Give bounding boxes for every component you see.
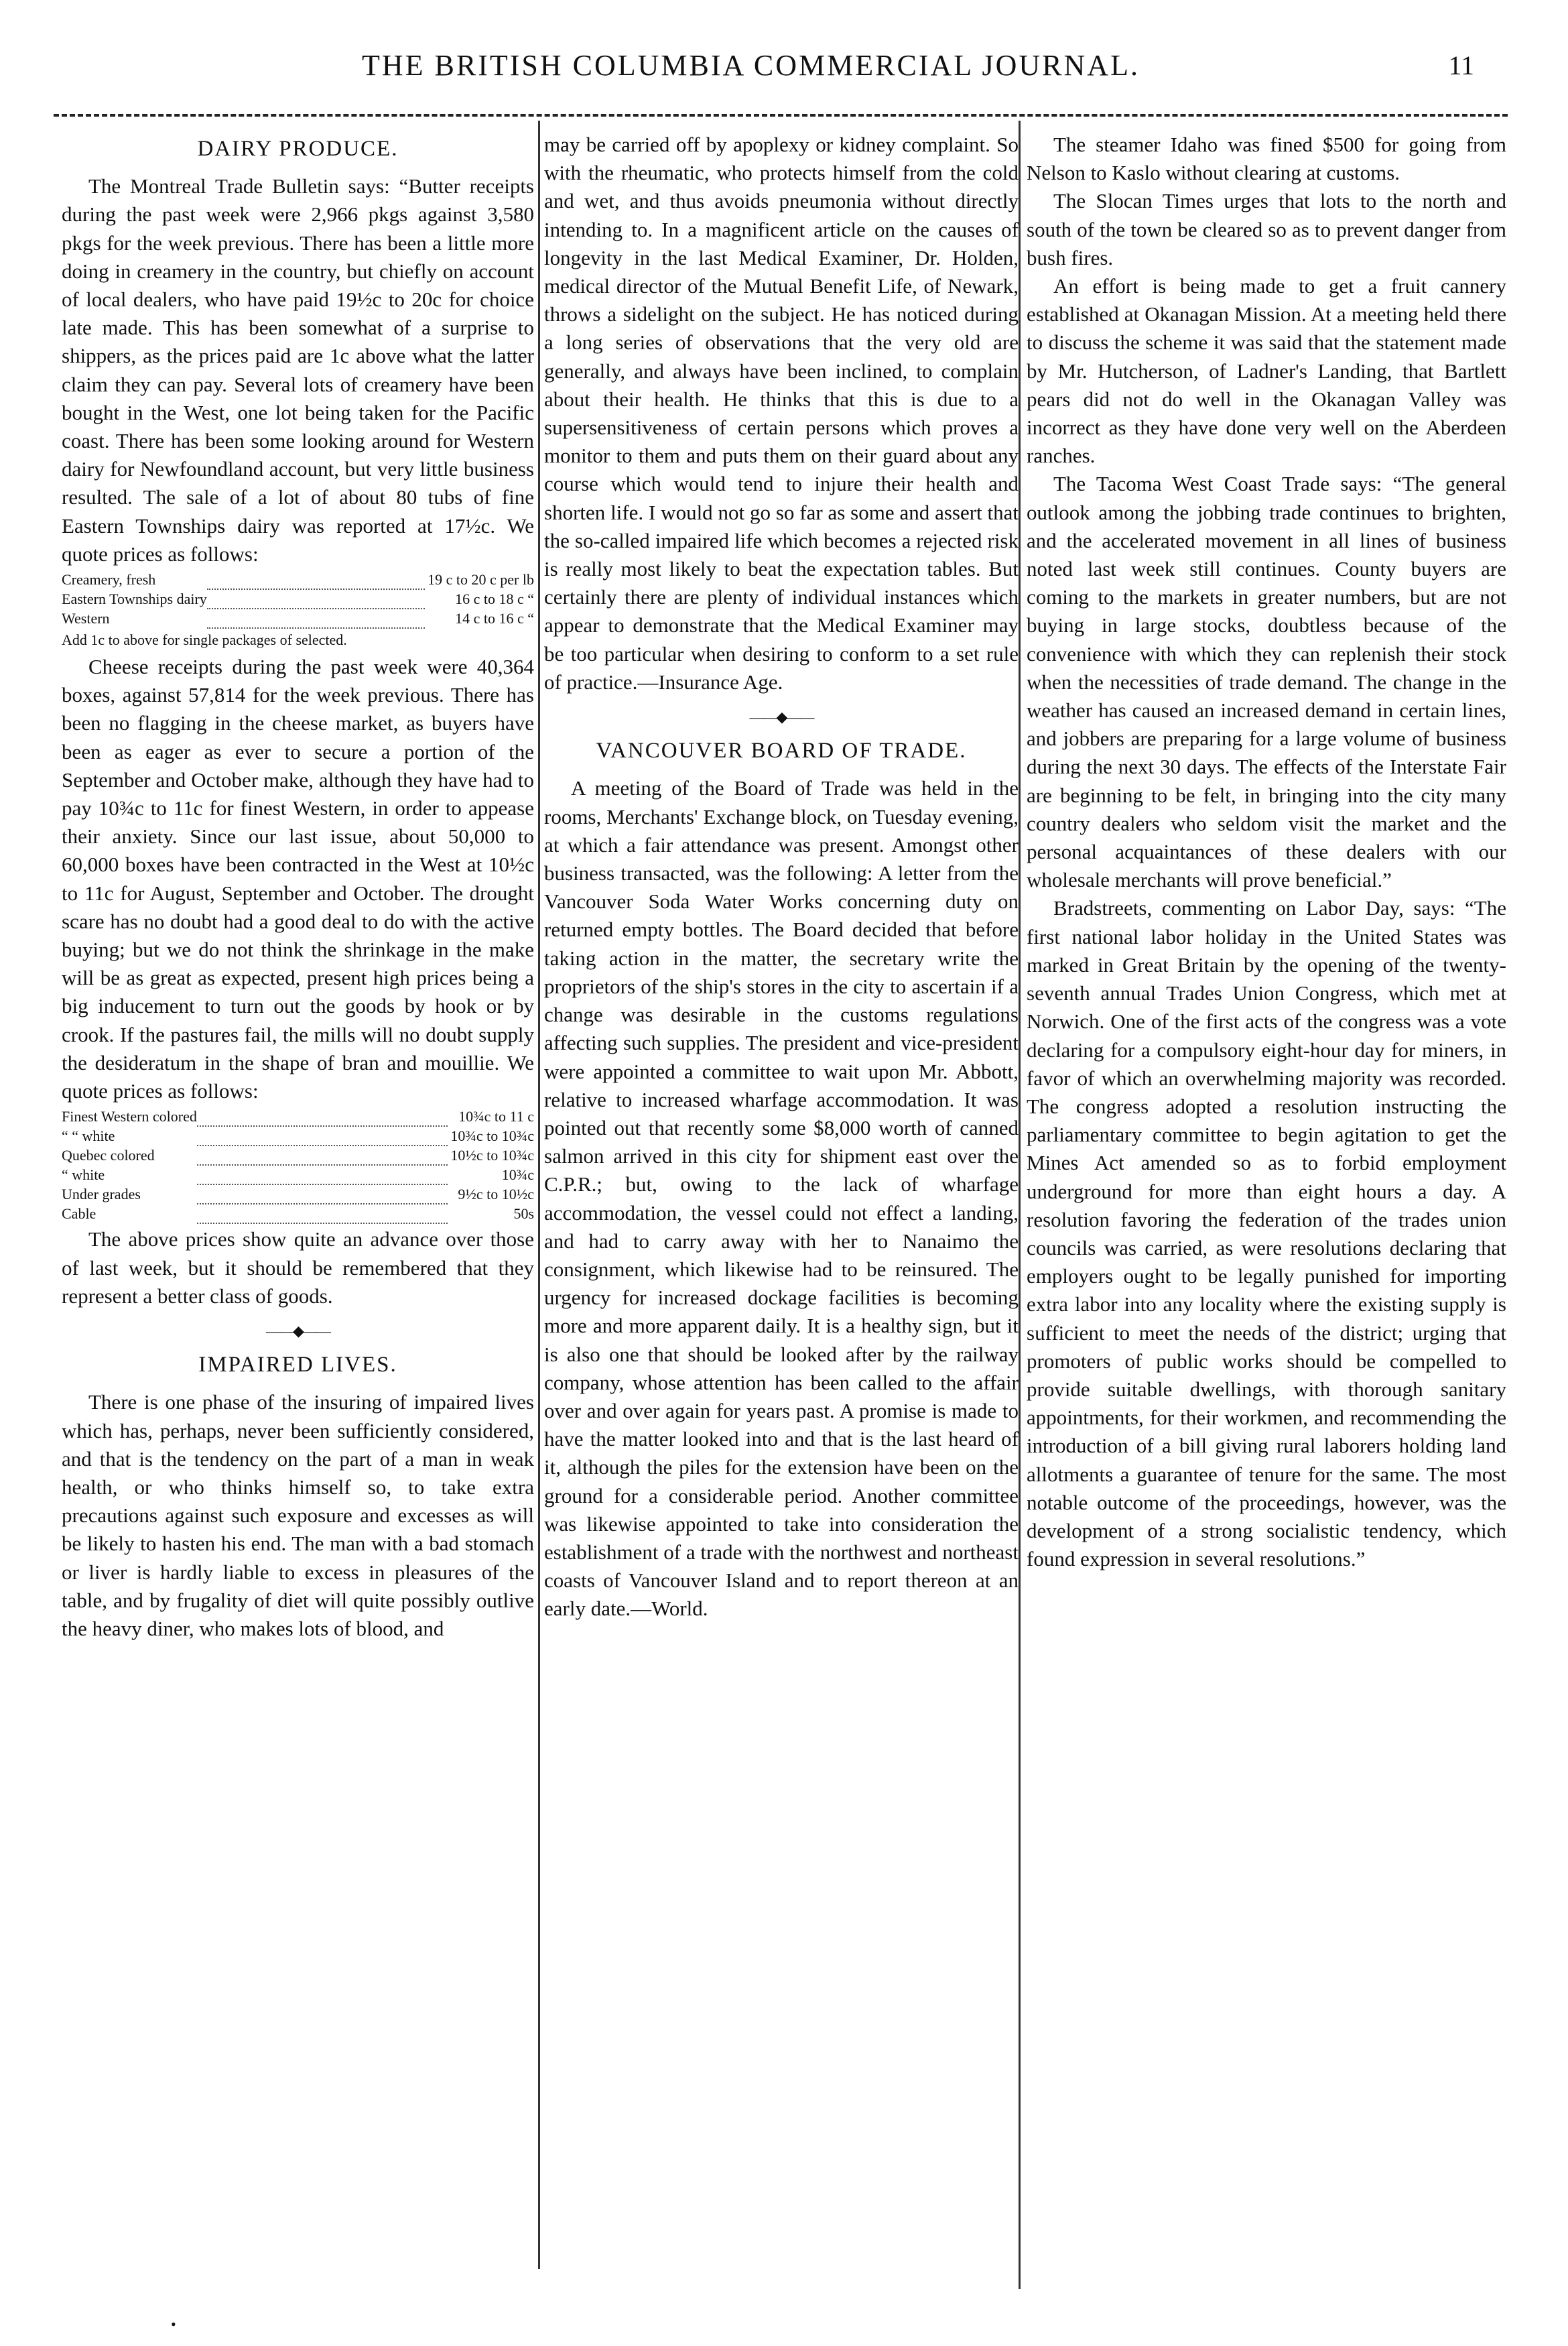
column-rule-2 [1019,121,1021,2289]
page-number: 11 [1448,50,1474,80]
leader-dots [197,1165,448,1184]
table-row [62,1146,534,1165]
column-3 [1027,131,1506,1573]
price-value: 16 c to 18 c “ [455,591,534,608]
price-label: Cable [62,1205,96,1223]
dairy-paragraph-3: The above prices show quite an advance over those of last week, but it should be remembered that they represent a better class of goods. [62,1227,534,1308]
dairy-produce-heading: DAIRY PRODUCE. [197,137,399,161]
leader-dots [207,589,425,609]
table-row [62,609,534,628]
leader-dots [207,570,425,589]
board-of-trade-paragraph: A meeting of the Board of Trade was held in the rooms, Merchants' Exchange block, on Tuesday evening, at which a fair attendance was present. Amongst other business transacted, was the following: A letter from the Vancouver Soda Water Works concerning duty on returned empty bottles. The Board decided that before taking action in the matter, the secretary write the proprietors of the ship's stores in the city to ascertain if a change was desirable in the customs regulations affecting such supplies. The president and vice-president were appointed a committee to wait upon Mr. Abbott, relative to increased wharfage accommodation. It was pointed out that recently some $8,000 worth of canned salmon arrived in this city for shipment east over the C.P.R.; but, owing to the lack of wharfage accommodation, the vessel could not effect a landing, and had to carry away with her to Nanaimo the consignment, which likewise had to be reinsured. The urgency for increased dockage facilities is becoming more and more apparent daily. It is a healthy sign, but it is also one that should be looked after by the railway company, whose attention has been called to the affair over and over again for years past. A promise is made to have the matter looked into and that is the last heard of it, although the piles for the extension have been on the ground for a considerable period. Another committee was likewise appointed to take into consideration the establishment of a trade with the northwest and northeast coasts of Vancouver Island and to report thereon at an early date.—World. [544,776,1019,1621]
table-row [62,1165,534,1184]
price-label: “ “ white [62,1127,115,1145]
impaired-paragraph-continued: may be carried off by apoplexy or kidney complaint. So with the rheumatic, who protects himself from the cold and wet, and thus avoids pneumonia without directly intending to. In a magnificent article on the causes of longevity in the last Medical Examiner, Dr. Holden, medical director of the Mutual Benefit Life, of Newark, throws a sidelight on the subject. He has noticed during a long series of observations that the very old are generally, and always have been inclined, to complain about their health. He thinks that this is due to a supersensitiveness of certain persons which proves a monitor to them and puts them on their guard about any course which would tend to injure their health and shorten life. I would not go so far as some and assert that the so-called impaired life which becomes a rejected risk is really most likely to beat the expectation tables. But certainly there are plenty of individual instances which appear to demonstrate that the Medical Examiner may be too particular when desiring to conform to a set rule of practice.—Insurance Age. [544,133,1019,694]
section-ornament: ——◆—— [266,1322,330,1339]
impaired-paragraph-1: There is one phase of the insuring of impaired lives which has, perhaps, never been sufficiently considered, and that is the tendency on the part of a man in weak health, or who thinks himself so, to take extra precautions against such exposure and excesses as will be likely to hasten his end. The man with a bad stomach or liver is hardly liable to excess in pleasures of the table, and by frugality of diet will quite possibly outlive the heavy diner, who makes lots of blood, and [62,1390,534,1640]
price-label: Under grades [62,1186,141,1203]
price-value: 10¾c [501,1166,534,1184]
page-header [0,42,1568,88]
price-label: Creamery, fresh [62,571,156,589]
price-value: 50s [513,1205,534,1223]
table-row [62,570,534,589]
price-value: 10¾c to 11 c [458,1108,534,1125]
price-value: 19 c to 20 c per lb [428,571,534,589]
dairy-paragraph-2: Cheese receipts during the past week were 40,364 boxes, against 57,814 for the week previous. There has been no flagging in the cheese market, as buyers have been as eager as ever to secure a portion of the September and October make, although they have had to pay 10¾c to 11c for finest Western, in order to appease their anxiety. Since our last issue, about 50,000 to 60,000 boxes have been contracted in the West at 10½c to 11c for August, September and October. The drought scare has no doubt had a good deal to do with the active buying; but we do not think the shrinkage in the make will be as great as expected, present high prices being a big inducement to turn out the goods by hook or by crook. If the pastures fail, the mills will no doubt supply the desideratum in the shape of bran and mouillie. We quote prices as follows: [62,655,534,1103]
price-label: Finest Western colored [62,1108,197,1125]
table-row [62,1184,534,1204]
section-ornament: ——◆—— [749,708,813,726]
price-value: 9½c to 10½c [458,1186,534,1203]
price-value: 10½c to 10¾c [450,1147,534,1164]
leader-dots [197,1204,448,1223]
footer-dot: • [171,2316,176,2333]
table-row [62,1107,534,1126]
table-row [62,1204,534,1223]
butter-note: Add 1c to above for single packages of selected. [62,631,347,649]
journal-title: THE BRITISH COLUMBIA COMMERCIAL JOURNAL. [362,49,1140,82]
leader-dots [197,1107,448,1126]
price-label: Quebec colored [62,1147,155,1164]
news-item-bradstreets: Bradstreets, commenting on Labor Day, says: “The first national labor holiday in the United States was marked in Great Britain by the opening of the twenty-seventh annual Trades Union Congress, which met at Norwich. One of the first acts of the congress was a vote declaring for a compulsory eight-hour day for miners, in favor of which an overwhelming majority was recorded. The congress adopted a resolution instructing the parliamentary committee to begin agitation to get the Mines Act amended so as to forbid employment underground for more than eight hours a day. A resolution favoring the federation of the trades union councils was carried, as were resolutions declaring that employers ought to be legally punished for importing extra labor into any locality where the existing supply is sufficient to meet the needs of the district; urging that promoters of public works should be compelled to provide suitable dwellings, with thorough sanitary appointments, for their workmen, and recommending the introduction of a bill giving rural laborers holding land allotments a guarantee of tenure for the same. The most notable outcome of the proceedings, however, was the development of a strong socialistic tendency, which found expression in several resolutions.” [1027,896,1506,1571]
butter-price-table [62,570,534,629]
table-row [62,1126,534,1146]
news-item-okanagan: An effort is being made to get a fruit cannery established at Okanagan Mission. At a meeting held there to discuss the scheme it was said that the statement made by Mr. Hutcherson, of Ladner's Landing, that Bartlett pears did not do well in the Okanagan Valley was incorrect as they have done very well on the Aberdeen ranches. [1027,274,1506,468]
table-row [62,589,534,609]
price-label: “ white [62,1166,105,1184]
board-of-trade-heading: VANCOUVER BOARD OF TRADE. [596,739,967,763]
price-value: 14 c to 16 c “ [455,610,534,627]
price-label: Eastern Townships dairy [62,591,207,608]
news-item-idaho: The steamer Idaho was fined $500 for going from Nelson to Kaslo without clearing at customs. [1027,133,1506,185]
cheese-price-table [62,1107,534,1224]
leader-dots [207,609,425,628]
header-rule [54,114,1508,117]
column-2 [544,131,1019,1623]
dairy-paragraph-1: The Montreal Trade Bulletin says: “Butter receipts during the past week were 2,966 pkgs against 3,580 pkgs for the week previous. There has been a little more doing in creamery in the country, but chiefly on account of local dealers, who have paid 19½c to 20c for choice late made. This has been somewhat of a surprise to shippers, as the prices paid are 1c above what the latter claim they can pay. Several lots of creamery have been bought in the West, one lot being taken for the Pacific coast. There has been some looking around for Western dairy for Newfoundland account, but very little business resulted. The sale of a lot of about 80 tubs of fine Eastern Townships dairy was reported at 17½c. We quote prices as follows: [62,174,534,566]
leader-dots [197,1184,448,1204]
news-item-tacoma: The Tacoma West Coast Trade says: “The general outlook among the jobbing trade continues to brighten, and the accelerated movement in all lines of business noted last week still continues. County buyers are coming to the markets in greater numbers, but are not buying in large stocks, doubtless because of the convenience with which they can replenish their stock when the necessities of trade demand. The change in the weather has caused an increased demand in certain lines, and jobbers are preparing for a large volume of business during the next 30 days. The effects of the Interstate Fair are beginning to be felt, in bringing into the city many country dealers who seldom visit the market and the personal acquaintances of these dealers with our wholesale merchants will prove beneficial.” [1027,472,1506,892]
price-value: 10¾c to 10¾c [450,1127,534,1145]
leader-dots [197,1126,448,1146]
impaired-lives-heading: IMPAIRED LIVES. [198,1353,397,1377]
price-label: Western [62,610,110,627]
leader-dots [197,1146,448,1165]
news-item-slocan: The Slocan Times urges that lots to the north and south of the town be cleared so as to prevent danger from bush fires. [1027,189,1506,269]
column-1 [62,131,534,1643]
column-rule-1 [538,121,540,2269]
